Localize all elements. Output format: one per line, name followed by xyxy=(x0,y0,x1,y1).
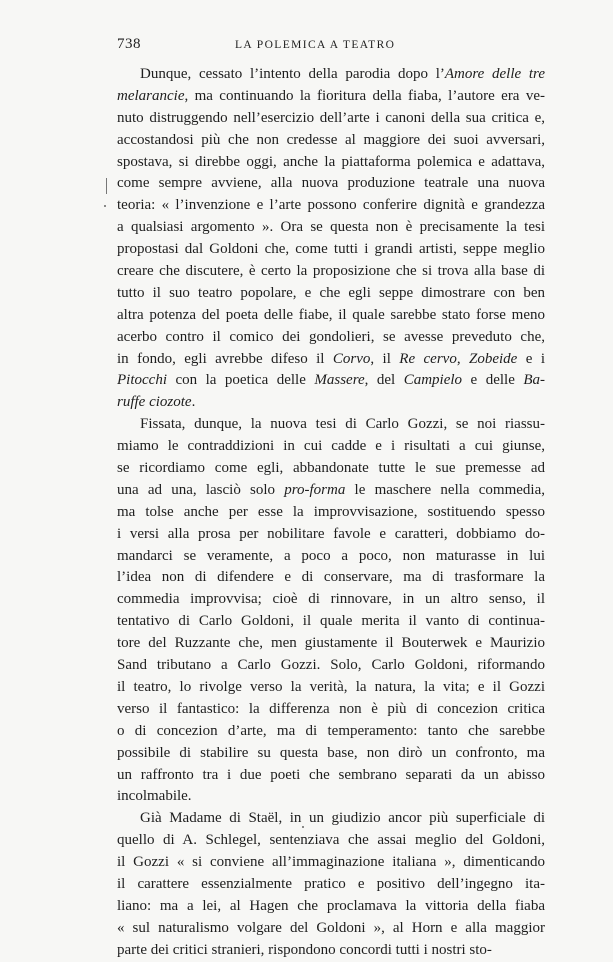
text-line xyxy=(117,217,545,239)
text-segment: parte dei critici stranieri, rispondono concordi tutti i nostri sto- xyxy=(117,941,492,958)
text-segment: liano: ma a lei, al Hagen che proclamava la vittoria della fiaba xyxy=(117,897,545,914)
text-line xyxy=(117,392,545,414)
text-line xyxy=(117,370,545,392)
text-line xyxy=(117,611,545,633)
text-line xyxy=(117,305,545,327)
text-line xyxy=(117,349,545,371)
text-segment: il Gozzi « si conviene all’immaginazione italiana », dimenticando xyxy=(117,854,545,871)
text-line xyxy=(117,414,545,436)
text-segment: possibile di stabilire su questa base, non dirò un confronto, ma xyxy=(117,744,545,761)
text-line xyxy=(117,502,545,524)
text-segment: « sul naturalismo volgare del Goldoni », al Horn e alla maggior xyxy=(117,919,545,936)
text-line xyxy=(117,918,545,940)
italic-title-segment: pro-forma xyxy=(284,481,346,498)
text-line xyxy=(117,458,545,480)
italic-title-segment: Re cervo xyxy=(399,350,457,367)
text-segment: in fondo, egli avrebbe difeso il xyxy=(117,350,333,367)
italic-title-segment: Zobeide xyxy=(469,350,518,367)
text-segment: ma tolse anche per esse la improvvisazione, sostituendo spesso xyxy=(117,503,545,520)
text-line xyxy=(117,480,545,502)
text-line xyxy=(117,940,545,962)
text-line xyxy=(117,195,545,217)
italic-title-segment: Ba- xyxy=(523,372,545,389)
text-segment: verso il fantastico: la differenza non è più di concezion critica xyxy=(117,700,545,717)
page-scan-speck xyxy=(302,826,304,828)
text-segment: le maschere nella commedia, xyxy=(345,481,545,498)
paragraph xyxy=(117,64,545,414)
text-segment: nuto distruggendo nell’esercizio dell’arte i canoni della sua critica e, xyxy=(117,109,545,126)
italic-title-segment: ruffe ciozote xyxy=(117,394,192,411)
margin-scan-speck xyxy=(104,205,106,207)
text-line xyxy=(117,64,545,86)
text-segment: e delle xyxy=(462,372,524,389)
text-segment: Già Madame di Staël, in un giudizio ancor più superficiale di xyxy=(140,810,545,827)
text-segment: il teatro, lo rivolge verso la verità, la natura, la vita; e il Gozzi xyxy=(117,678,545,695)
margin-scan-mark xyxy=(106,178,107,194)
text-line xyxy=(117,786,545,808)
text-segment: miamo le contraddizioni in cui cadde e i risultati a cui giunse, xyxy=(117,438,545,455)
italic-title-segment: Corvo xyxy=(332,350,371,367)
italic-title-segment: Amore delle tre xyxy=(444,66,545,82)
text-segment: mandarci se veramente, a poco a poco, non maturasse in lui xyxy=(117,547,545,564)
text-line xyxy=(117,699,545,721)
text-segment: quello di A. Schlegel, sentenziava che assai meglio del Goldoni, xyxy=(117,832,545,849)
text-line xyxy=(117,765,545,787)
text-line xyxy=(117,283,545,305)
text-line xyxy=(117,852,545,874)
text-segment: Dunque, cessato l’intento della parodia dopo l’ xyxy=(140,66,445,82)
text-line xyxy=(117,152,545,174)
text-line xyxy=(117,808,545,830)
text-segment: o di concezion d’arte, ma di temperamento: tanto che sarebbe xyxy=(117,722,545,739)
text-line xyxy=(117,239,545,261)
text-segment: , del xyxy=(364,372,404,389)
text-segment: se ricordiamo come egli, abbandonate tutte le sue premesse ad xyxy=(117,460,545,477)
text-segment: con la poetica delle xyxy=(166,372,315,389)
text-line xyxy=(117,327,545,349)
text-segment: incolmabile. xyxy=(117,788,192,805)
text-line xyxy=(117,546,545,568)
text-segment: come sempre avviene, alla nuova produzione teatrale una nuova xyxy=(117,175,545,192)
text-segment: Fissata, dunque, la nuova tesi di Carlo Gozzi, se noi riassu- xyxy=(140,416,545,433)
text-segment: tore del Ruzzante che, men giustamente il Bouterwek e Maurizio xyxy=(117,635,545,652)
text-segment: e i xyxy=(517,350,545,367)
body-text xyxy=(117,64,545,962)
text-segment: tentativo di Carlo Goldoni, il quale merita il vanto di continua- xyxy=(117,613,545,630)
text-line xyxy=(117,830,545,852)
text-line xyxy=(117,173,545,195)
italic-title-segment: melarancie xyxy=(117,87,185,104)
text-segment: una ad una, lasciò solo xyxy=(117,481,285,498)
page-header xyxy=(117,36,522,56)
text-segment: , xyxy=(456,350,469,367)
running-title: LA POLEMICA A TEATRO xyxy=(235,39,396,51)
text-segment: tutto il suo teatro popolare, e che egli seppe dimostrare con ben xyxy=(117,284,545,301)
text-line xyxy=(117,567,545,589)
text-line xyxy=(117,633,545,655)
text-line xyxy=(117,874,545,896)
text-segment: commedia improvvisa; cioè di rinnovare, in un altro senso, il xyxy=(117,591,545,608)
text-segment: l’idea non di difendere e di conservare, ma di trasformare la xyxy=(117,569,545,586)
italic-title-segment: Campielo xyxy=(403,372,463,389)
text-line xyxy=(117,655,545,677)
text-segment: a qualsiasi argomento ». Ora se questa non è precisamente la tesi xyxy=(117,219,545,236)
text-line xyxy=(117,130,545,152)
text-segment: accostandosi più che non credesse al maggiore dei suoi avversari, xyxy=(117,131,545,148)
text-line xyxy=(117,589,545,611)
text-line xyxy=(117,524,545,546)
text-segment: . xyxy=(191,394,196,411)
italic-title-segment: Massere xyxy=(314,372,365,389)
page-number: 738 xyxy=(117,36,141,52)
text-segment: teoria: « l’invenzione e l’arte possono conferire dignità e grandezza xyxy=(117,197,545,214)
text-line xyxy=(117,86,545,108)
text-line xyxy=(117,261,545,283)
text-segment: un raffronto tra i due poeti che sembrano separati da un abisso xyxy=(117,766,545,783)
text-segment: , il xyxy=(370,350,400,367)
text-line xyxy=(117,721,545,743)
text-line xyxy=(117,896,545,918)
paragraph xyxy=(117,808,545,961)
text-segment: il carattere essenzialmente pratico e positivo dell’ingegno ita- xyxy=(117,875,545,892)
text-segment: i versi alla prosa per nobilitare favole e caratteri, dobbiamo do- xyxy=(117,525,545,542)
text-segment: spostava, si direbbe oggi, anche la piattaforma polemica e adattava, xyxy=(117,153,545,170)
text-line xyxy=(117,677,545,699)
paragraph xyxy=(117,414,545,808)
text-line xyxy=(117,436,545,458)
text-segment: altra potenza del poeta delle fiabe, il quale sarebbe stato forse meno xyxy=(117,306,545,323)
text-segment: creare che discutere, è certo la proposizione che si trova alla base di xyxy=(117,263,545,280)
text-segment: propostasi dal Goldoni che, come tutti i grandi artisti, seppe meglio xyxy=(117,241,545,258)
italic-title-segment: Pitocchi xyxy=(117,372,167,389)
text-segment: , ma continuando la fioritura della fiaba, l’autore era ve- xyxy=(184,87,545,104)
text-segment: Sand tributano a Carlo Gozzi. Solo, Carlo Goldoni, riformando xyxy=(117,657,545,674)
text-segment: acerbo contro il comico dei gondolieri, se avesse preveduto che, xyxy=(117,328,545,345)
text-line xyxy=(117,743,545,765)
text-line xyxy=(117,108,545,130)
